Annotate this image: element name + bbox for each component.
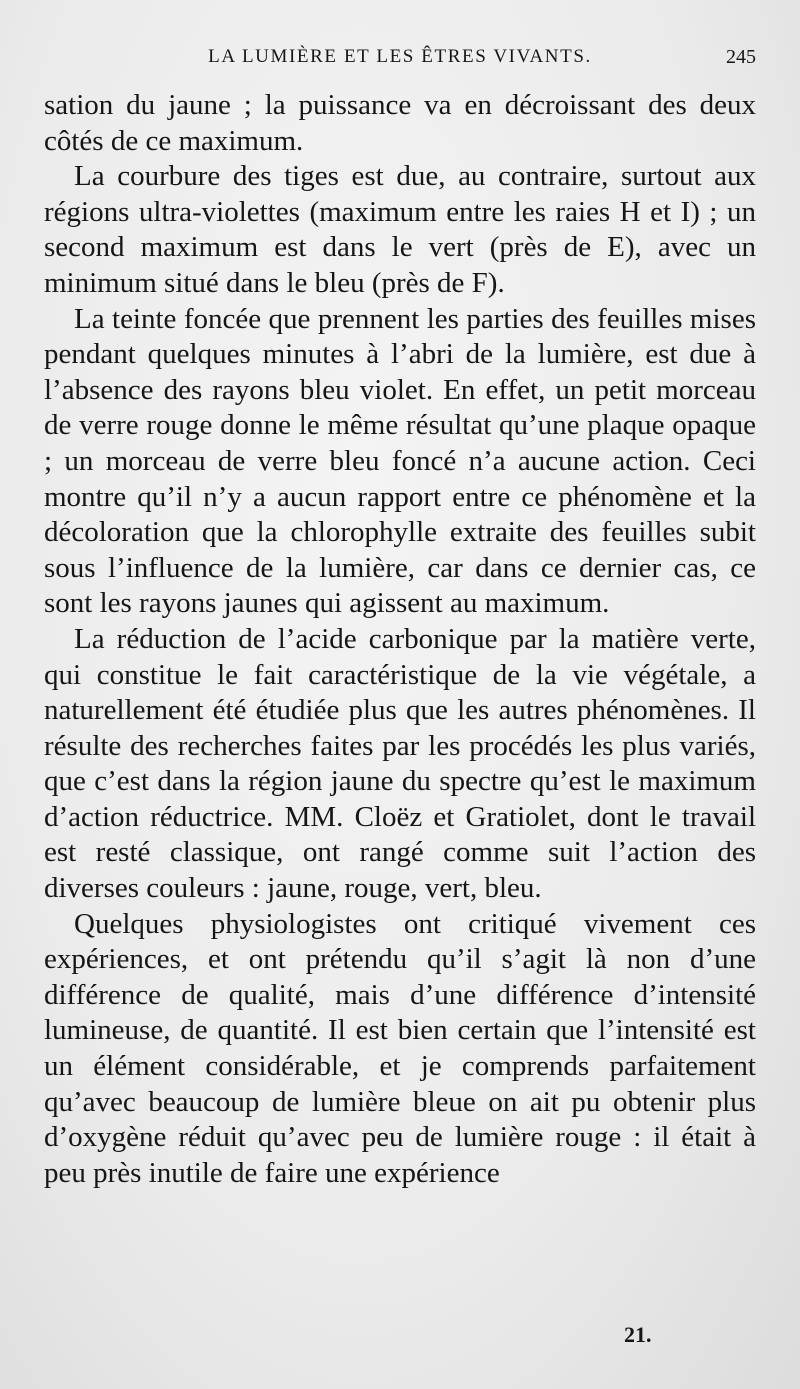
running-title: LA LUMIÈRE ET LES ÊTRES VIVANTS. <box>208 46 592 67</box>
page-header <box>44 40 756 76</box>
paragraph-stem-curvature: La courbure des tiges est due, au contraire, surtout aux régions ultra-violettes (maximum entre les raies H et I) ; un second maximum est dans le vert (près de E), avec un minimum situé dans le bleu (près de F). <box>44 160 756 299</box>
body-text <box>44 88 756 1191</box>
paragraph-carbonic-acid: La réduction de l’acide carbonique par la matière verte, qui constitue le fait caractéristique de la vie végétale, a naturellement été étudiée plus que les autres phénomènes. Il résulte des recherches faites par les procédés les plus variés, que c’est dans la région jaune du spectre qu’est le maximum d’action réductrice. MM. Cloëz et Gratiolet, dont le travail est resté classique, ont rangé comme suit l’action des diverses couleurs : jaune, rouge, vert, bleu. <box>44 622 756 905</box>
page-number: 245 <box>726 46 756 68</box>
paragraph-continued: sation du jaune ; la puissance va en décroissant des deux côtés de ce maximum. <box>44 89 756 157</box>
paragraph-leaf-tint: La teinte foncée que prennent les parties des feuilles mises pendant quelques minutes à l’abri de la lumière, est due à l’absence des rayons bleu violet. En effet, un petit morceau de verre rouge donne le même résultat qu’une plaque opaque ; un morceau de verre bleu foncé n’a aucune action. Ceci montre qu’il n’y a aucun rapport entre ce phénomène et la décoloration que la chlorophylle extraite des feuilles subit sous l’influence de la lumière, car dans ce dernier cas, ce sont les rayons jaunes qui agissent au maximum. <box>44 302 756 620</box>
signature-mark: 21. <box>624 1322 652 1347</box>
paragraph-physiologists: Quelques physiologistes ont critiqué vivement ces expériences, et ont prétendu qu’il s’agit là non d’une différence de qualité, mais d’une différence d’intensité lumineuse, de quantité. Il est bien certain que l’intensité est un élément considérable, et je comprends parfaitement qu’avec beaucoup de lumière bleue on ait pu obtenir plus d’oxygène réduit qu’avec peu de lumière rouge : il était à peu près inutile de faire une expérience <box>44 907 756 1189</box>
